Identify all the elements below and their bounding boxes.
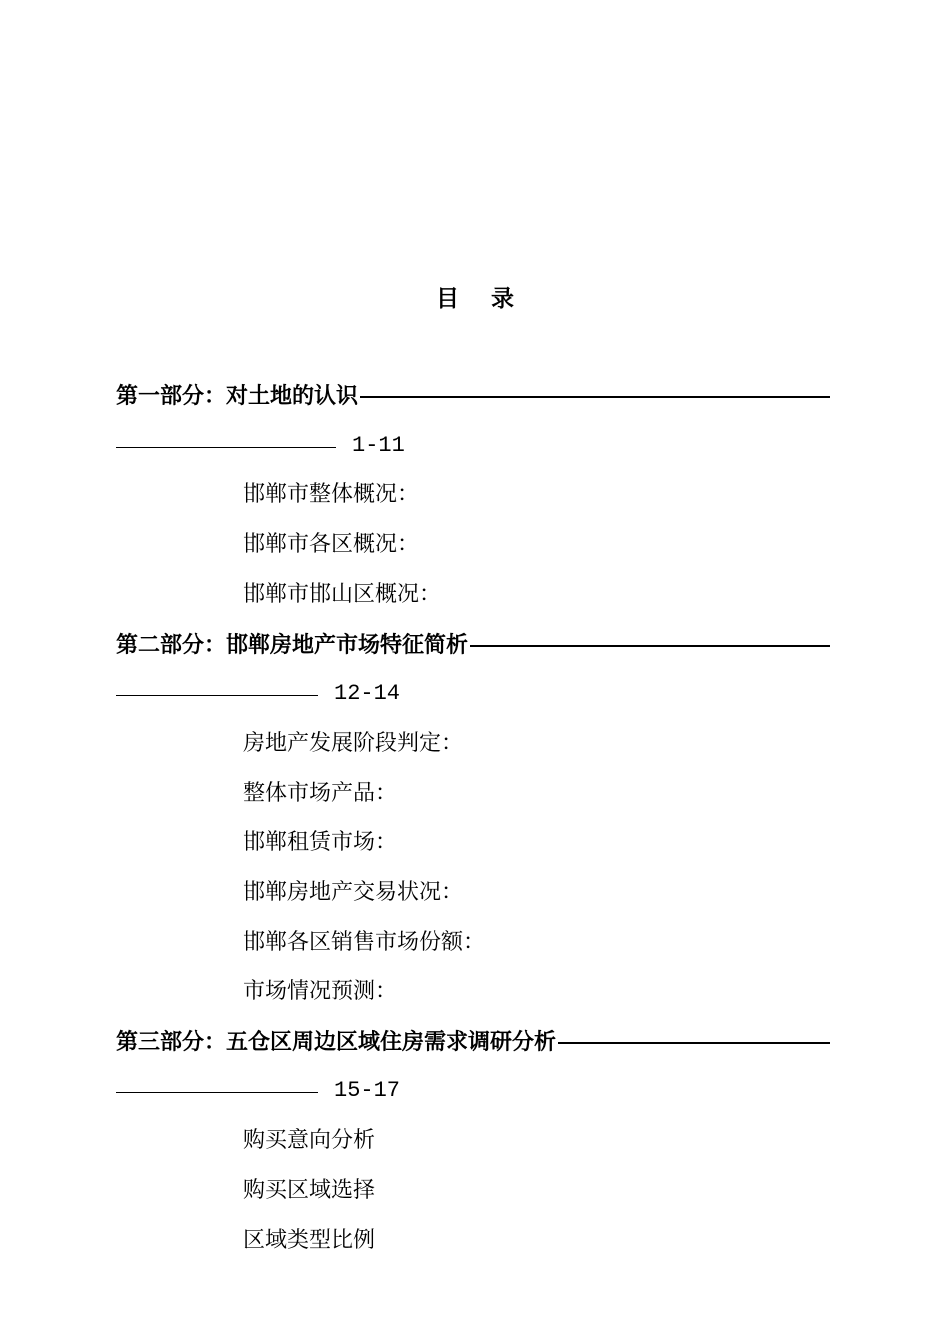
leader-line [116, 447, 336, 448]
toc-section-heading[interactable] [116, 628, 830, 662]
toc-section-heading[interactable] [116, 1025, 830, 1059]
toc-section-heading[interactable] [116, 379, 830, 413]
page-range: 15-17 [334, 1078, 401, 1103]
section-heading-text: 第一部分：对土地的认识 [116, 383, 359, 409]
toc-item[interactable]: 购买区域选择 [243, 1178, 376, 1203]
toc-item[interactable]: 市场情况预测： [243, 979, 398, 1004]
page-range: 12-14 [334, 681, 401, 706]
leader-line [360, 396, 830, 398]
toc-section-pages-line [116, 677, 400, 711]
toc-item[interactable]: 邯郸市整体概况： [243, 482, 420, 507]
leader-line [558, 1042, 830, 1044]
section-heading-text: 第三部分：五仓区周边区域住房需求调研分析 [116, 1029, 557, 1055]
toc-item[interactable]: 邯郸市各区概况： [243, 532, 420, 557]
toc-item[interactable]: 邯郸租赁市场： [243, 830, 398, 855]
toc-title: 目 录 [435, 285, 515, 312]
toc-item[interactable]: 区域类型比例 [243, 1228, 376, 1253]
leader-line [116, 1092, 318, 1093]
toc-section-pages-line [116, 1074, 400, 1108]
page-range: 1-11 [352, 433, 405, 458]
section-heading-text: 第二部分：邯郸房地产市场特征简析 [116, 632, 469, 658]
toc-item[interactable]: 购买意向分析 [243, 1128, 376, 1153]
toc-item[interactable]: 邯郸各区销售市场份额： [243, 930, 486, 955]
toc-item[interactable]: 邯郸市邯山区概况： [243, 582, 442, 607]
toc-item[interactable]: 整体市场产品： [243, 781, 398, 806]
toc-item[interactable]: 邯郸房地产交易状况： [243, 880, 464, 905]
toc-item[interactable]: 房地产发展阶段判定： [243, 731, 464, 756]
leader-line [116, 695, 318, 696]
toc-section-pages-line [116, 429, 405, 463]
leader-line [470, 645, 830, 647]
